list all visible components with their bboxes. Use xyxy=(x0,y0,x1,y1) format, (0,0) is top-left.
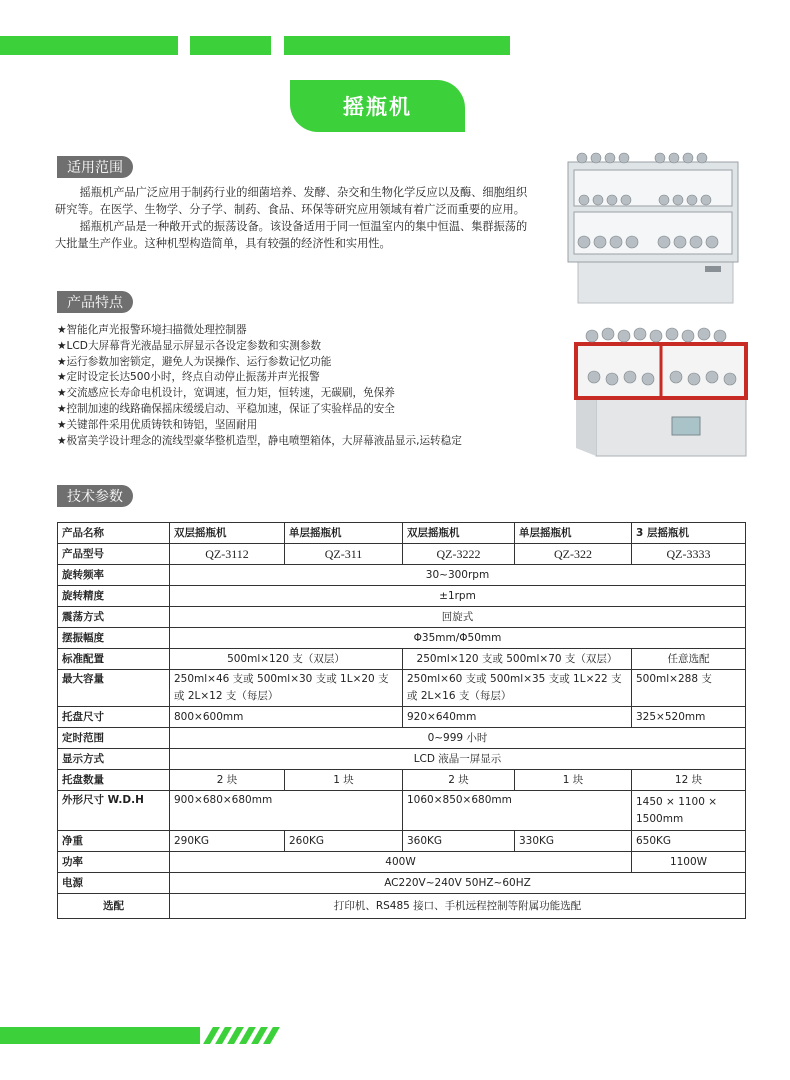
row-label: 震荡方式 xyxy=(58,607,170,628)
scope-paragraph-2: 摇瓶机产品是一种敞开式的振荡设备。该设备适用于同一恒温室内的集中恒温、集群振荡的大批量生产作业。这种机型构造简单，具有较强的经济性和实用性。 xyxy=(55,220,528,250)
table-cell: 500ml×120 支（双层） xyxy=(170,649,403,670)
table-row xyxy=(58,586,746,607)
row-label: 旋转频率 xyxy=(58,565,170,586)
row-label: 显示方式 xyxy=(58,749,170,770)
row-label: 电源 xyxy=(58,873,170,894)
table-row xyxy=(58,831,746,852)
feature-list xyxy=(57,323,527,449)
table-row xyxy=(58,523,746,544)
feature-item: ★交流感应长寿命电机设计，宽调速，恒力矩，恒转速，无碳刷，免保养 xyxy=(57,387,395,400)
row-label: 选配 xyxy=(58,894,170,919)
table-cell: 900×680×680mm xyxy=(170,791,403,831)
row-label: 最大容量 xyxy=(58,670,170,707)
top-bar-1 xyxy=(0,36,178,55)
table-row xyxy=(58,628,746,649)
table-cell: 250ml×60 支或 500ml×35 支或 1L×22 支或 2L×16 支（每层） xyxy=(403,670,632,707)
table-cell: 260KG xyxy=(285,831,403,852)
table-cell: 单层摇瓶机 xyxy=(285,523,403,544)
top-bar-2 xyxy=(190,36,271,55)
page-title: 摇瓶机 xyxy=(290,80,465,132)
table-cell: 1 块 xyxy=(285,770,403,791)
table-cell: 290KG xyxy=(170,831,285,852)
table-cell: 500ml×288 支 xyxy=(632,670,746,707)
table-cell: QZ-3222 xyxy=(403,544,515,565)
section-features: 产品特点 xyxy=(57,291,133,313)
table-cell: 330KG xyxy=(515,831,632,852)
table-cell: 1060×850×680mm xyxy=(403,791,632,831)
table-cell: 双层摇瓶机 xyxy=(403,523,515,544)
table-cell: AC220V~240V 50HZ~60HZ xyxy=(170,873,746,894)
table-cell: 360KG xyxy=(403,831,515,852)
table-cell: 0~999 小时 xyxy=(170,728,746,749)
table-cell: 250ml×120 支或 500ml×70 支（双层） xyxy=(403,649,632,670)
table-row xyxy=(58,607,746,628)
row-label: 标准配置 xyxy=(58,649,170,670)
row-label: 功率 xyxy=(58,852,170,873)
row-label: 托盘尺寸 xyxy=(58,707,170,728)
table-cell: 双层摇瓶机 xyxy=(170,523,285,544)
table-row xyxy=(58,770,746,791)
row-label: 净重 xyxy=(58,831,170,852)
table-cell: 1100W xyxy=(632,852,746,873)
table-row xyxy=(58,649,746,670)
single-layer-shaker-photo xyxy=(562,322,752,457)
scope-paragraph-1: 摇瓶机产品广泛应用于制药行业的细菌培养、发酵、杂交和生物化学反应以及酶、细胞组织研究等。在医学、生物学、分子学、制药、食品、环保等研究应用领域有着广泛而重要的应用。 xyxy=(55,186,528,216)
row-label: 产品名称 xyxy=(58,523,170,544)
table-cell: 30~300rpm xyxy=(170,565,746,586)
feature-item: ★极富美学设计理念的流线型豪华整机造型，静电喷塑箱体，大屏幕液晶显示,运转稳定 xyxy=(57,434,462,447)
table-row xyxy=(58,749,746,770)
table-cell: 650KG xyxy=(632,831,746,852)
feature-item: ★关键部件采用优质铸铁和铸铝，坚固耐用 xyxy=(57,418,258,431)
spec-table xyxy=(57,522,746,919)
table-cell: QZ-3333 xyxy=(632,544,746,565)
table-cell: 325×520mm xyxy=(632,707,746,728)
table-cell: 3 层摇瓶机 xyxy=(632,523,746,544)
feature-item: ★控制加速的线路确保摇床缓缓启动、平稳加速，保证了实验样品的安全 xyxy=(57,402,395,415)
row-label: 摆振幅度 xyxy=(58,628,170,649)
feature-item: ★定时设定长达500小时，终点自动停止振荡并声光报警 xyxy=(57,371,320,384)
feature-item: ★智能化声光报警环境扫描微处理控制器 xyxy=(57,324,247,336)
feature-item: ★运行参数加密锁定，避免人为误操作、运行参数记忆功能 xyxy=(57,355,332,368)
table-cell: QZ-311 xyxy=(285,544,403,565)
table-cell: LCD 液晶一屏显示 xyxy=(170,749,746,770)
table-row xyxy=(58,670,746,707)
table-cell: 回旋式 xyxy=(170,607,746,628)
table-cell: 400W xyxy=(170,852,632,873)
bottom-bar xyxy=(0,1027,200,1044)
table-row xyxy=(58,894,746,919)
table-cell: 单层摇瓶机 xyxy=(515,523,632,544)
feature-item: ★LCD大屏幕背光液晶显示屏显示各设定参数和实测参数 xyxy=(57,339,322,352)
table-row xyxy=(58,565,746,586)
double-layer-shaker-photo xyxy=(560,150,745,305)
table-cell: QZ-322 xyxy=(515,544,632,565)
table-cell: 任意选配 xyxy=(632,649,746,670)
table-cell: 打印机、RS485 接口、手机远程控制等附属功能选配 xyxy=(170,894,746,919)
table-row xyxy=(58,791,746,831)
table-cell: 920×640mm xyxy=(403,707,632,728)
table-row xyxy=(58,852,746,873)
table-row xyxy=(58,728,746,749)
table-cell: 1450 × 1100 × 1500mm xyxy=(632,791,746,831)
table-cell: 1 块 xyxy=(515,770,632,791)
table-row xyxy=(58,707,746,728)
row-label: 旋转精度 xyxy=(58,586,170,607)
row-label: 定时范围 xyxy=(58,728,170,749)
top-bar-3 xyxy=(284,36,510,55)
scope-text xyxy=(55,184,535,252)
table-row xyxy=(58,873,746,894)
row-label: 托盘数量 xyxy=(58,770,170,791)
table-cell: 12 块 xyxy=(632,770,746,791)
table-cell: 800×600mm xyxy=(170,707,403,728)
section-params: 技术参数 xyxy=(57,485,133,507)
row-label: 外形尺寸 W.D.H xyxy=(58,791,170,831)
table-cell: 2 块 xyxy=(403,770,515,791)
table-cell: 250ml×46 支或 500ml×30 支或 1L×20 支或 2L×12 支（每层） xyxy=(170,670,403,707)
table-cell: QZ-3112 xyxy=(170,544,285,565)
table-row xyxy=(58,544,746,565)
row-label: 产品型号 xyxy=(58,544,170,565)
table-cell: Φ35mm/Φ50mm xyxy=(170,628,746,649)
table-cell: ±1rpm xyxy=(170,586,746,607)
section-scope: 适用范围 xyxy=(57,156,133,178)
table-cell: 2 块 xyxy=(170,770,285,791)
